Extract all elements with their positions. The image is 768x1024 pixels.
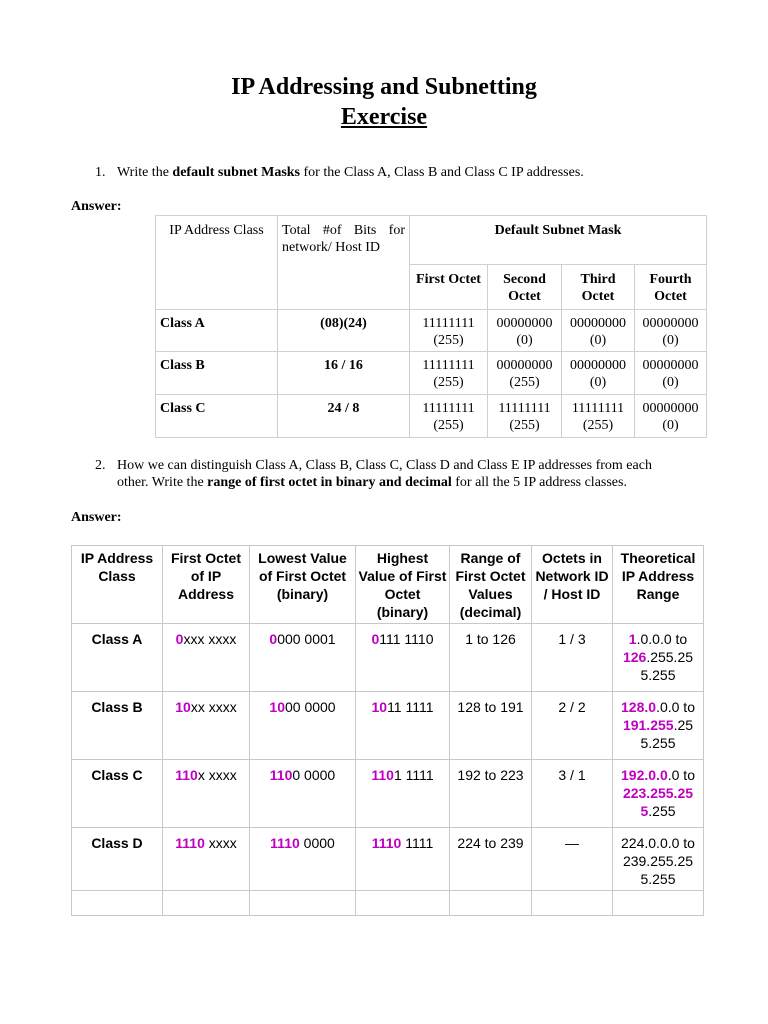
octet-binary: 00000000 bbox=[496, 358, 553, 373]
question-number: 1. bbox=[95, 165, 106, 180]
cell-theoretical bbox=[613, 624, 704, 692]
cell-theoretical bbox=[613, 692, 704, 760]
empty-cell bbox=[450, 891, 532, 916]
cell-octet bbox=[410, 310, 488, 352]
question-text-part: other. Write the bbox=[117, 475, 208, 490]
cell-class: Class A bbox=[156, 310, 278, 352]
cell-class: Class D bbox=[72, 828, 163, 891]
octet-decimal: (0) bbox=[662, 418, 679, 433]
plain-text: 5.255 bbox=[640, 667, 676, 683]
cell-octets: — bbox=[532, 828, 613, 891]
header-default-mask bbox=[410, 216, 707, 265]
plain-text: .25 bbox=[673, 717, 694, 733]
empty-cell bbox=[72, 891, 163, 916]
octet-decimal: (255) bbox=[582, 418, 614, 433]
octet-binary: 00000000 bbox=[642, 316, 699, 331]
highlight-text: 1 bbox=[628, 631, 637, 647]
plain-text: .255.25 bbox=[646, 649, 694, 665]
theo-line bbox=[615, 766, 701, 784]
octet-decimal: (0) bbox=[662, 375, 679, 390]
theo-line bbox=[615, 784, 701, 802]
question-2 bbox=[95, 457, 715, 493]
header-highest-value: Highest Value of First Octet (binary) bbox=[356, 546, 450, 624]
octet-decimal: (255) bbox=[509, 418, 540, 433]
cell-class: Class B bbox=[72, 692, 163, 760]
cell-range: 224 to 239 bbox=[450, 828, 532, 891]
theo-line bbox=[615, 648, 701, 666]
theo-line bbox=[615, 698, 701, 716]
table-row bbox=[72, 760, 704, 828]
octet-binary: 00000000 bbox=[570, 316, 626, 331]
theo-line bbox=[615, 834, 701, 852]
header-total-bits bbox=[278, 216, 410, 310]
header-text: Third Octet bbox=[580, 272, 616, 304]
cell-octet bbox=[410, 395, 488, 438]
cell-octet bbox=[562, 352, 635, 395]
empty-cell bbox=[532, 891, 613, 916]
cell-lowest bbox=[250, 692, 356, 760]
plain-bits: 000 0001 bbox=[277, 631, 336, 647]
highlight-bits: 10 bbox=[269, 699, 285, 715]
answer-label: Answer: bbox=[71, 199, 122, 214]
table-row bbox=[156, 352, 707, 395]
question-1 bbox=[95, 164, 715, 182]
highlight-bits: 0 bbox=[371, 631, 380, 647]
cell-octets: 1 / 3 bbox=[532, 624, 613, 692]
plain-text: 5.255 bbox=[640, 871, 676, 887]
question-number: 2. bbox=[95, 458, 106, 473]
highlight-text: 128.0 bbox=[621, 699, 657, 715]
plain-bits: xx xxxx bbox=[190, 699, 237, 715]
header-octets: Octets in Network ID / Host ID bbox=[532, 546, 613, 624]
highlight-bits: 0 bbox=[175, 631, 184, 647]
highlight-bits: 0 bbox=[269, 631, 278, 647]
octet-binary: 11111111 bbox=[422, 401, 475, 416]
plain-bits: 11 1111 bbox=[387, 699, 434, 715]
answer-label: Answer: bbox=[71, 510, 122, 525]
cell-class: Class C bbox=[156, 395, 278, 438]
highlight-bits: 10 bbox=[371, 699, 388, 715]
plain-text: .0 to bbox=[667, 767, 695, 783]
octet-binary: 00000000 bbox=[642, 358, 699, 373]
plain-bits: 1 1111 bbox=[393, 767, 434, 783]
cell-bits: 16 / 16 bbox=[278, 352, 410, 395]
header-text: First Octet bbox=[416, 272, 481, 287]
cell-highest bbox=[356, 760, 450, 828]
octet-decimal: (0) bbox=[516, 333, 533, 348]
cell-highest bbox=[356, 624, 450, 692]
octet-binary: 11111111 bbox=[422, 358, 475, 373]
header-lowest-value: Lowest Value of First Octet (binary) bbox=[250, 546, 356, 624]
plain-bits: x xxxx bbox=[197, 767, 237, 783]
highlight-text: 126 bbox=[622, 649, 647, 665]
cell-highest bbox=[356, 692, 450, 760]
highlight-bits: 110 bbox=[371, 767, 394, 783]
octet-decimal: (0) bbox=[589, 333, 607, 348]
plain-text: 239.255.25 bbox=[622, 853, 694, 869]
question-text-part: for the Class A, Class B and Class C IP addresses. bbox=[300, 165, 584, 180]
question-text bbox=[117, 457, 717, 491]
plain-text: .0.0 to bbox=[656, 699, 695, 715]
table-row-empty bbox=[72, 891, 704, 916]
subtitle-text: Exercise bbox=[340, 104, 428, 130]
header-octet bbox=[488, 265, 562, 310]
cell-class: Class C bbox=[72, 760, 163, 828]
theo-line bbox=[615, 870, 701, 888]
plain-bits: 00 0000 bbox=[284, 699, 336, 715]
header-text: Total #of Bits for network/ Host ID bbox=[282, 223, 405, 255]
plain-text: .0.0.0 to bbox=[636, 631, 688, 647]
cell-theoretical bbox=[613, 760, 704, 828]
plain-bits: 111 1110 bbox=[379, 631, 434, 647]
header-text: Fourth Octet bbox=[649, 272, 692, 304]
header-octet bbox=[635, 265, 707, 310]
empty-cell bbox=[250, 891, 356, 916]
header-first-octet: First Octet of IP Address bbox=[163, 546, 250, 624]
header-text: IP Address Class bbox=[169, 223, 264, 238]
cell-bits: (08)(24) bbox=[278, 310, 410, 352]
document-title: IP Addressing and Subnetting bbox=[231, 74, 537, 100]
theo-line bbox=[615, 852, 701, 870]
table-row bbox=[72, 624, 704, 692]
cell-octets: 2 / 2 bbox=[532, 692, 613, 760]
cell-octet bbox=[635, 310, 707, 352]
highlight-text: 192.0.0 bbox=[621, 767, 668, 783]
cell-octet bbox=[562, 310, 635, 352]
plain-text: 5.255 bbox=[640, 735, 676, 751]
octet-binary: 11111111 bbox=[571, 401, 625, 416]
question-line: How we can distinguish Class A, Class B, Class C, Class D and Class E IP addresses from each bbox=[117, 458, 652, 473]
plain-bits: xxxx bbox=[204, 835, 237, 851]
table-row bbox=[72, 828, 704, 891]
cell-range: 192 to 223 bbox=[450, 760, 532, 828]
cell-first-octet bbox=[163, 828, 250, 891]
subnet-mask-table bbox=[155, 215, 707, 438]
theo-line bbox=[615, 666, 701, 684]
octet-decimal: (0) bbox=[662, 333, 679, 348]
question-text bbox=[117, 164, 584, 181]
cell-theoretical bbox=[613, 828, 704, 891]
cell-bits: 24 / 8 bbox=[278, 395, 410, 438]
octet-binary: 00000000 bbox=[642, 401, 699, 416]
theo-line bbox=[615, 716, 701, 734]
table-row bbox=[156, 395, 707, 438]
question-text-bold: default subnet Masks bbox=[172, 165, 301, 180]
highlight-bits: 1110 bbox=[175, 835, 205, 851]
plain-bits: xxx xxxx bbox=[183, 631, 237, 647]
cell-octet bbox=[635, 352, 707, 395]
octet-decimal: (0) bbox=[589, 375, 607, 390]
cell-first-octet bbox=[163, 624, 250, 692]
octet-binary: 11111111 bbox=[422, 316, 475, 331]
empty-cell bbox=[163, 891, 250, 916]
plain-bits: 1111 bbox=[401, 835, 434, 851]
cell-lowest bbox=[250, 624, 356, 692]
document-subtitle bbox=[0, 104, 768, 131]
octet-binary: 11111111 bbox=[498, 401, 551, 416]
header-octet bbox=[562, 265, 635, 310]
theo-line bbox=[615, 630, 701, 648]
cell-range: 128 to 191 bbox=[450, 692, 532, 760]
highlight-bits: 1110 bbox=[270, 835, 300, 851]
cell-range: 1 to 126 bbox=[450, 624, 532, 692]
empty-cell bbox=[356, 891, 450, 916]
cell-class: Class B bbox=[156, 352, 278, 395]
cell-octet bbox=[488, 395, 562, 438]
header-text: Second Octet bbox=[503, 272, 546, 304]
header-ip-class: IP Address Class bbox=[72, 546, 163, 624]
octet-decimal: (255) bbox=[509, 375, 540, 390]
header-octet bbox=[410, 265, 488, 310]
cell-octets: 3 / 1 bbox=[532, 760, 613, 828]
octet-binary: 00000000 bbox=[570, 358, 626, 373]
cell-first-octet bbox=[163, 692, 250, 760]
highlight-text: 5 bbox=[640, 803, 649, 819]
cell-class: Class A bbox=[72, 624, 163, 692]
octet-decimal: (255) bbox=[433, 375, 464, 390]
plain-bits: 0000 bbox=[299, 835, 335, 851]
cell-octet bbox=[562, 395, 635, 438]
highlight-bits: 10 bbox=[175, 699, 191, 715]
highlight-text: 191.255 bbox=[622, 717, 674, 733]
question-line bbox=[117, 474, 717, 491]
highlight-bits: 110 bbox=[175, 767, 198, 783]
theo-line bbox=[615, 734, 701, 752]
table-row bbox=[156, 310, 707, 352]
highlight-bits: 110 bbox=[269, 767, 293, 783]
plain-text: 224.0.0.0 to bbox=[621, 835, 695, 851]
empty-cell bbox=[613, 891, 704, 916]
cell-octet bbox=[488, 352, 562, 395]
highlight-text: 223.255.25 bbox=[622, 785, 694, 801]
question-text-part: Write the bbox=[117, 165, 173, 180]
cell-lowest bbox=[250, 760, 356, 828]
question-text-bold: range of first octet in binary and decimal bbox=[207, 475, 452, 490]
cell-lowest bbox=[250, 828, 356, 891]
cell-octet bbox=[635, 395, 707, 438]
header-range: Range of First Octet Values (decimal) bbox=[450, 546, 532, 624]
octet-decimal: (255) bbox=[433, 333, 464, 348]
header-text: Default Subnet Mask bbox=[494, 223, 622, 238]
cell-first-octet bbox=[163, 760, 250, 828]
ip-class-range-table bbox=[71, 545, 704, 916]
cell-highest bbox=[356, 828, 450, 891]
plain-text: .255 bbox=[648, 803, 676, 819]
plain-bits: 0 0000 bbox=[292, 767, 336, 783]
octet-binary: 00000000 bbox=[496, 316, 553, 331]
header-theoretical-range: Theoretical IP Address Range bbox=[613, 546, 704, 624]
octet-decimal: (255) bbox=[433, 418, 464, 433]
cell-octet bbox=[488, 310, 562, 352]
question-text-part: for all the 5 IP address classes. bbox=[451, 475, 627, 490]
cell-octet bbox=[410, 352, 488, 395]
theo-line bbox=[615, 802, 701, 820]
table-row bbox=[72, 692, 704, 760]
header-ip-class bbox=[156, 216, 278, 310]
highlight-bits: 1110 bbox=[371, 835, 402, 851]
